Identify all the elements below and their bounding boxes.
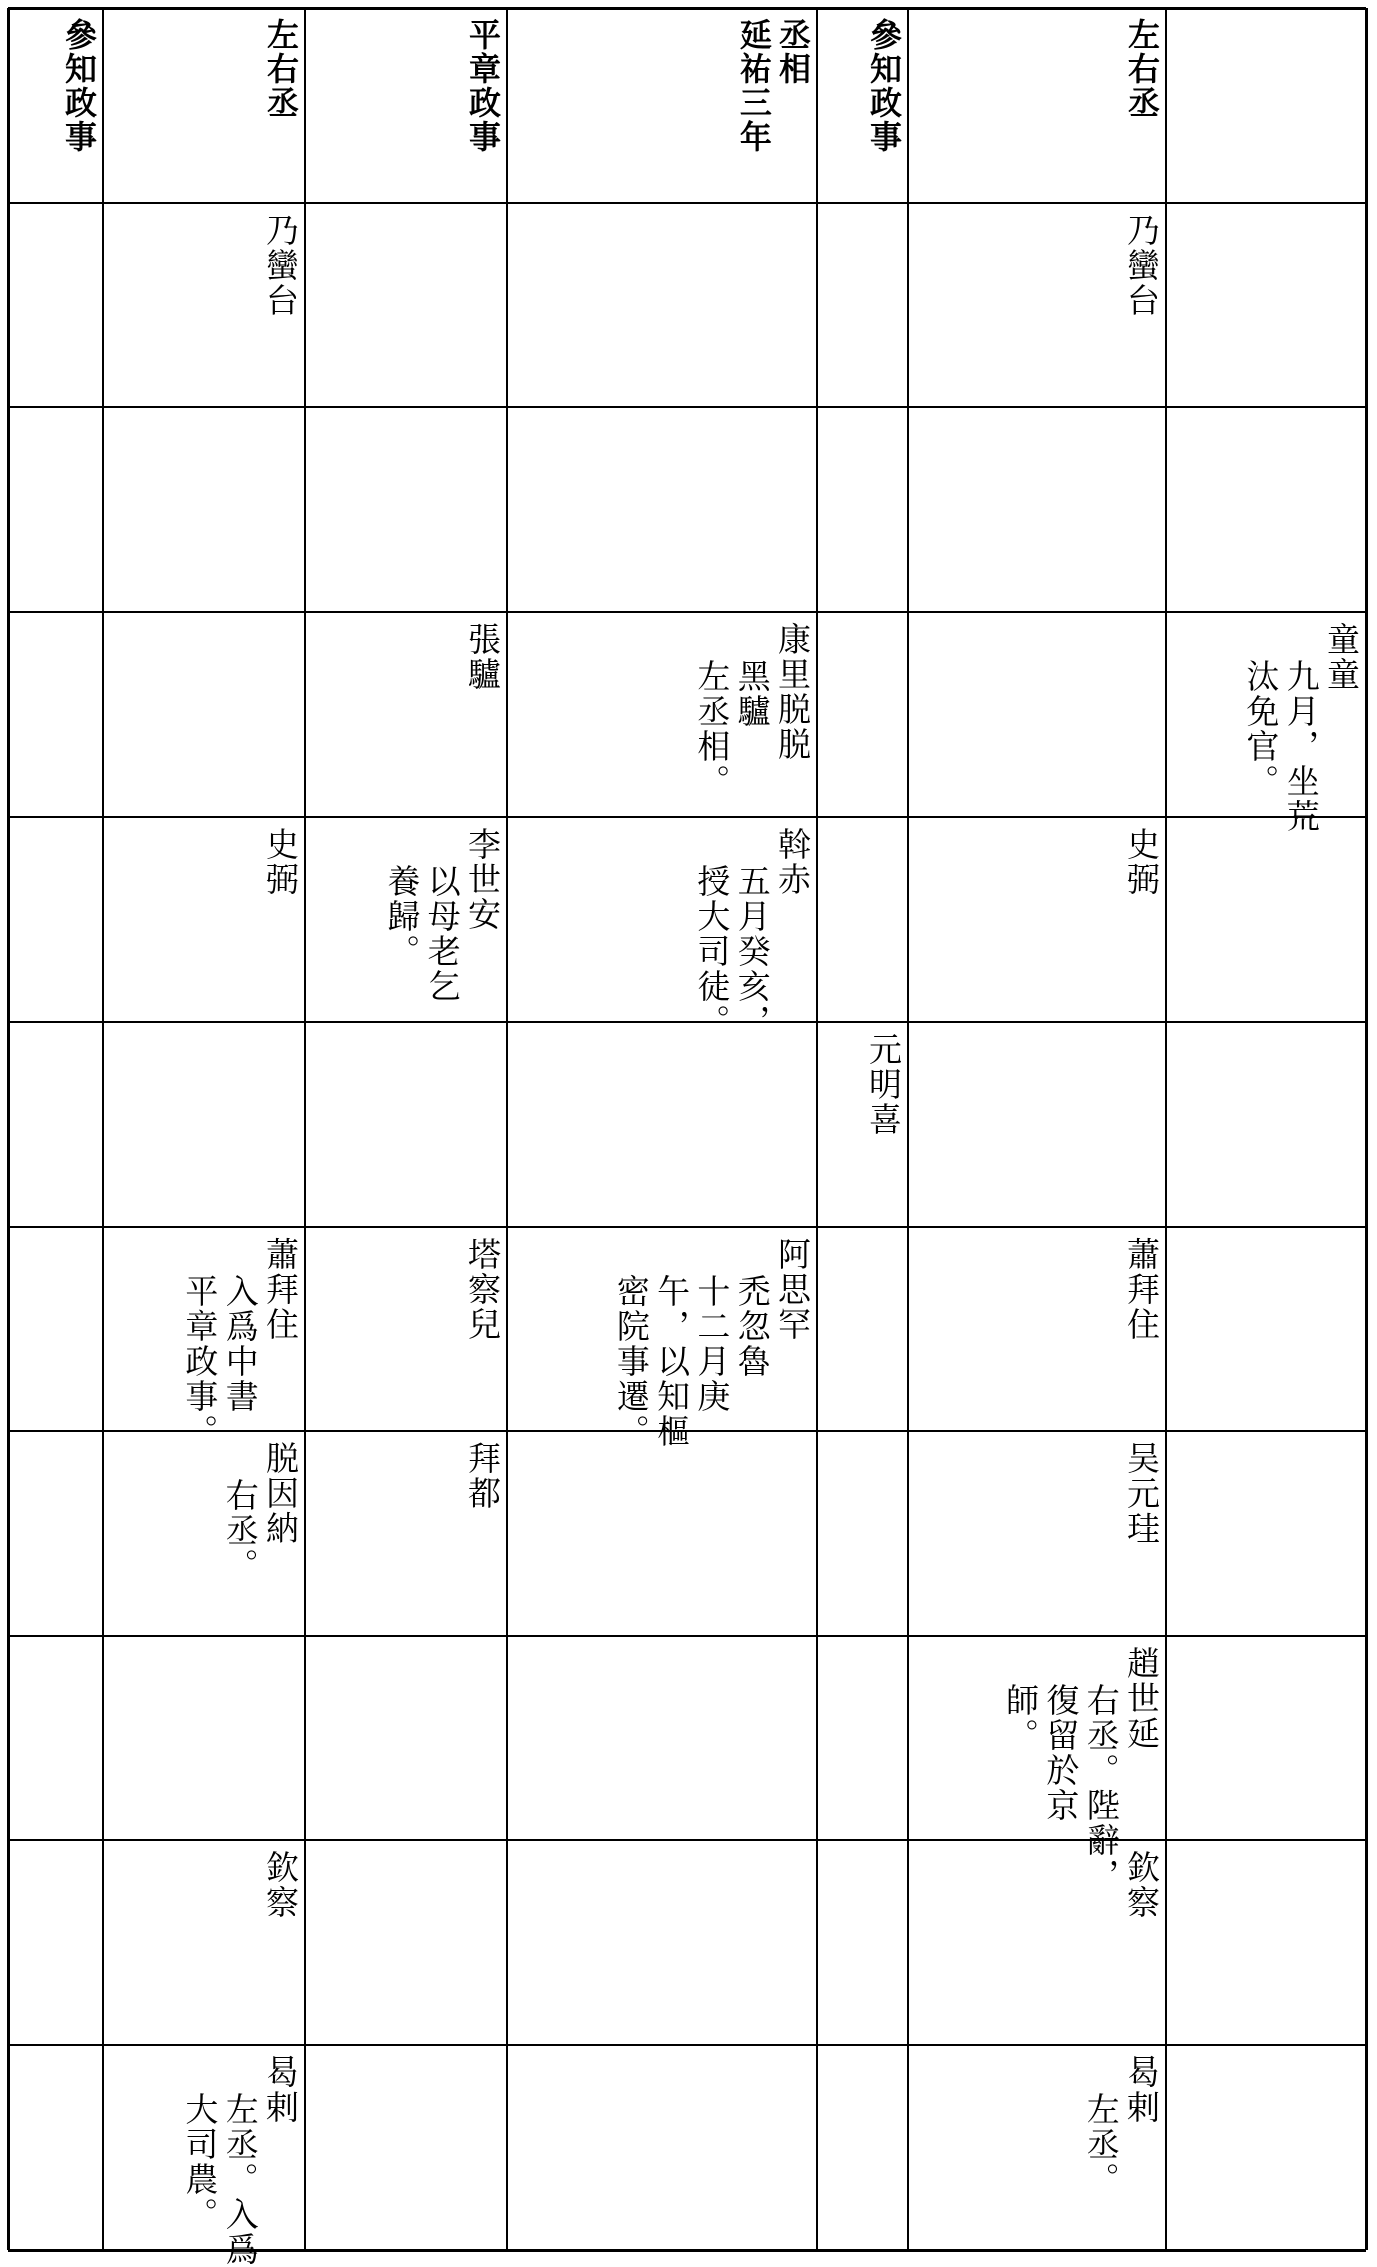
table-cell [819, 614, 907, 816]
entry-name: 史弼 [1122, 827, 1161, 897]
entry-note: 左丞。 [1081, 2092, 1121, 2197]
entry-name: 康里脱脱 [773, 622, 812, 762]
table-cell [509, 1638, 816, 1839]
entry-name: 蕭拜住 [1122, 1237, 1161, 1342]
table-cell [819, 1229, 907, 1430]
row-rule [8, 816, 1366, 818]
entry-name: 李世安 [463, 827, 502, 932]
table-cell [307, 1842, 506, 2044]
entry-note: 密院事遷。 [611, 1274, 651, 1449]
table-cell [819, 2047, 907, 2249]
table-cell [10, 409, 102, 611]
entry-note: 五月癸亥， [732, 864, 772, 1039]
entry-note: 右丞。 [220, 1478, 260, 1583]
entry-note: 師。 [1001, 1683, 1041, 1753]
entry-name: 塔察兒 [463, 1237, 502, 1342]
entry-note: 黑驢 [732, 659, 772, 729]
entry-note: 平章政事。 [180, 1274, 220, 1449]
entry-note: 左丞相。 [692, 659, 732, 799]
table-cell [10, 614, 102, 816]
table-cell [819, 1638, 907, 1839]
table-cell [10, 819, 102, 1021]
table-cell [105, 205, 304, 406]
table-cell [910, 205, 1165, 406]
entry-name: 蕭拜住 [261, 1237, 300, 1342]
table-cell [307, 1229, 506, 1430]
entry-note: 大司農。 [180, 2092, 220, 2232]
row-rule [8, 1635, 1366, 1637]
entry-name: 史弼 [261, 827, 300, 897]
entry-name: 吴元珪 [1122, 1441, 1161, 1546]
header-cell [307, 10, 506, 202]
header-cell [509, 10, 816, 202]
table-cell [105, 1229, 304, 1449]
column-rule [1165, 8, 1167, 2250]
table-cell [105, 1024, 304, 1226]
entry-name: 左右丞 [262, 18, 300, 120]
table-cell [910, 2047, 1165, 2249]
table-cell [509, 2047, 816, 2249]
table-cell [105, 819, 304, 1021]
column-rule [1365, 8, 1368, 2250]
entry-name: 參知政事 [865, 18, 903, 154]
entry-name: 參知政事 [60, 18, 98, 154]
entry-note: 授大司徒。 [692, 864, 732, 1039]
column-rule [304, 8, 306, 2250]
table-cell [819, 1842, 907, 2044]
column-rule [907, 8, 909, 2250]
table-cell [910, 614, 1165, 816]
column-rule [506, 8, 508, 2250]
row-rule [8, 202, 1366, 204]
table-cell [910, 409, 1165, 611]
table-cell [910, 819, 1165, 1021]
entry-note: 復留於京 [1041, 1683, 1081, 1823]
entry-name: 曷剌 [1122, 2055, 1161, 2125]
header-cell [819, 10, 907, 202]
table-cell [509, 614, 816, 816]
table-cell [910, 1229, 1165, 1430]
entry-name: 張驢 [463, 622, 502, 692]
header-cell [105, 10, 304, 202]
entry-note: 禿忽魯 [732, 1274, 772, 1379]
table-cell [105, 1842, 304, 2044]
table-cell [307, 2047, 506, 2249]
entry-name: 童童 [1322, 622, 1361, 692]
table-cell [819, 1024, 907, 1226]
entry-name: 元明喜 [864, 1032, 903, 1137]
table-cell [819, 409, 907, 611]
table-cell [509, 1433, 816, 1635]
table-cell [1168, 819, 1365, 1021]
table-cell [307, 409, 506, 611]
entry-note: 左丞。入爲 [220, 2092, 260, 2267]
table-cell [10, 205, 102, 406]
entry-name: 平章政事 [464, 18, 502, 154]
table-cell [10, 1024, 102, 1226]
column-rule [816, 8, 818, 2250]
table-cell [105, 1433, 304, 1635]
table-cell [819, 205, 907, 406]
table-cell [1168, 1433, 1365, 1635]
table-cell [910, 1024, 1165, 1226]
table-cell [910, 1433, 1165, 1635]
table-cell [307, 205, 506, 406]
table-cell [509, 1229, 816, 1449]
header-cell [1168, 10, 1365, 202]
row-rule [8, 2044, 1366, 2046]
entry-note: 午，以知樞 [652, 1274, 692, 1449]
table-cell [819, 1433, 907, 1635]
table-cell [509, 205, 816, 406]
table-cell [1168, 1638, 1365, 1839]
table-cell [307, 1024, 506, 1226]
entry-name: 欽察 [261, 1850, 300, 1920]
table-cell [910, 1842, 1165, 2044]
entry-note: 九月，坐荒 [1281, 659, 1321, 834]
table-cell [307, 1638, 506, 1839]
header-cell [910, 10, 1165, 202]
table-cell [10, 1842, 102, 2044]
column-rule [102, 8, 104, 2250]
table-cell [1168, 1024, 1365, 1226]
entry-name: 左右丞 [1123, 18, 1161, 120]
table-cell [1168, 614, 1365, 834]
entry-name: 阿思罕 [773, 1237, 812, 1342]
entry-note: 十二月庚 [692, 1274, 732, 1414]
entry-note: 延祐三年 [734, 18, 773, 154]
entry-name: 脱因納 [261, 1441, 300, 1546]
row-rule [8, 1021, 1366, 1023]
table-cell [1168, 1842, 1365, 2044]
row-rule [8, 1226, 1366, 1228]
table-cell [105, 409, 304, 611]
table-cell [105, 1638, 304, 1839]
entry-name: 乃蠻台 [261, 213, 300, 318]
table-cell [1168, 1229, 1365, 1430]
entry-note: 養歸。 [382, 864, 422, 969]
table-cell [105, 614, 304, 816]
table-cell [105, 2047, 304, 2267]
row-rule [8, 406, 1366, 408]
entry-note: 入爲中書 [220, 1274, 260, 1414]
table-cell [509, 819, 816, 1039]
entry-name: 斡赤 [773, 827, 812, 897]
entry-name: 欽察 [1122, 1850, 1161, 1920]
table-cell [10, 1433, 102, 1635]
table-cell [307, 819, 506, 1021]
row-rule [8, 2249, 1366, 2252]
entry-name: 趙世延 [1122, 1646, 1161, 1751]
row-rule [8, 1839, 1366, 1841]
entry-note: 以母老乞 [422, 864, 462, 1004]
table-cell [509, 1024, 816, 1226]
table-cell [509, 409, 816, 611]
table-cell [1168, 205, 1365, 406]
entry-name: 拜都 [463, 1441, 502, 1511]
table-cell [509, 1842, 816, 2044]
header-cell [10, 10, 102, 202]
table-cell [307, 1433, 506, 1635]
row-rule [8, 611, 1366, 613]
entry-name: 曷剌 [261, 2055, 300, 2125]
entry-note: 汰免官。 [1241, 659, 1281, 799]
table-cell [10, 1638, 102, 1839]
entry-note: 右丞。陛辭， [1081, 1683, 1121, 1893]
table-cell [10, 1229, 102, 1430]
table-cell [307, 614, 506, 816]
entry-name: 乃蠻台 [1122, 213, 1161, 318]
table-cell [1168, 409, 1365, 611]
table-cell [1168, 2047, 1365, 2249]
entry-name: 丞相 [774, 18, 812, 86]
table-cell [819, 819, 907, 1021]
table-cell [10, 2047, 102, 2249]
